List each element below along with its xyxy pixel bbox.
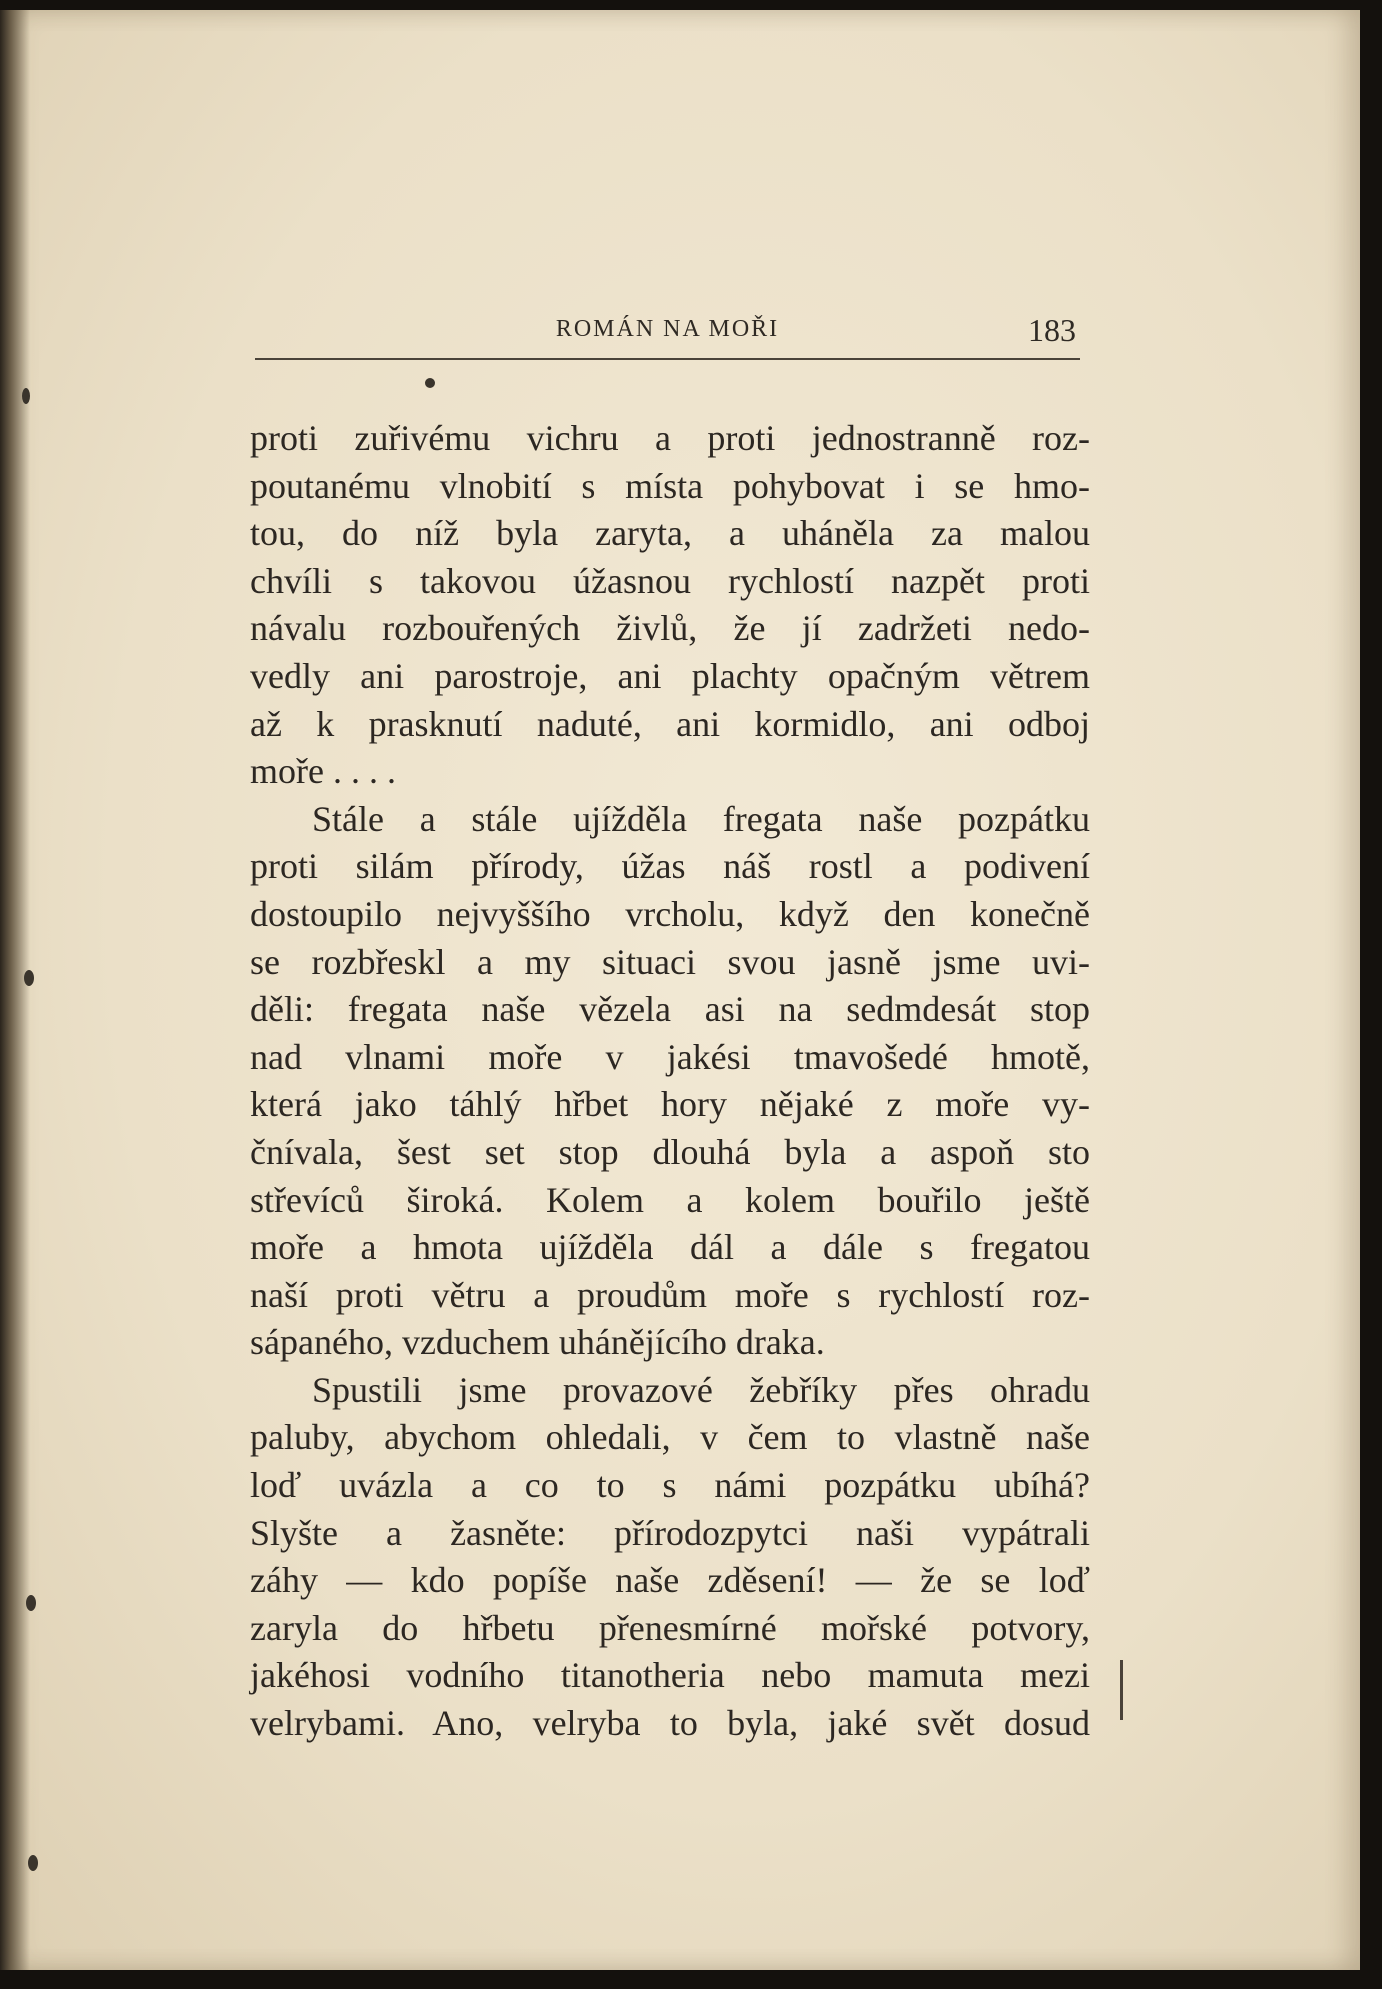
text-line: chvíli s takovou úžasnou rychlostí nazpět proti (250, 560, 1090, 601)
text-line: naší proti větru a proudům moře s rychlostí roz- (250, 1274, 1090, 1315)
text-line: sápaného, vzduchem uhánějícího draka. (250, 1322, 825, 1363)
text-line: velrybami. Ano, velryba to byla, jaké svět dosud (250, 1703, 1090, 1744)
ink-speck (28, 1855, 38, 1871)
text-line: návalu rozbouřených živlů, že jí zadržeti nedo- (250, 608, 1090, 649)
body-text (250, 415, 1090, 1748)
text-line: moře a hmota ujížděla dál a dále s fregatou (250, 1227, 1090, 1268)
page-number: 183 (1028, 312, 1076, 348)
running-header (255, 310, 1080, 360)
text-line: jakéhosi vodního titanotheria nebo mamuta mezi (250, 1655, 1090, 1696)
text-line: loď uvázla a co to s námi pozpátku ubíhá? (250, 1465, 1090, 1506)
margin-mark (1120, 1660, 1123, 1720)
text-line: proti zuřivému vichru a proti jednostranně roz- (250, 418, 1090, 458)
ink-speck (26, 1595, 36, 1611)
page-binding-shadow (0, 10, 30, 1970)
text-line: Stále a stále ujížděla fregata naše pozpátku (312, 798, 1090, 839)
text-line: Slyšte a žasněte: přírodozpytci naši vypátrali (250, 1512, 1090, 1553)
text-line: poutanému vlnobití s místa pohybovat i se hmo- (250, 465, 1090, 506)
text-line: proti silám přírody, úžas náš rostl a podivení (250, 846, 1090, 887)
ink-speck (425, 378, 435, 388)
running-title: ROMÁN NA MOŘI (555, 316, 780, 342)
book-page (0, 10, 1360, 1970)
text-line: Spustili jsme provazové žebříky přes ohradu (312, 1369, 1090, 1410)
text-line: zaryla do hřbetu přenesmírné mořské potvory, (250, 1607, 1090, 1648)
ink-speck (24, 970, 34, 986)
text-line: nad vlnami moře v jakési tmavošedé hmotě, (250, 1036, 1090, 1077)
text-line: dostoupilo nejvyššího vrcholu, když den konečně (250, 893, 1090, 934)
text-line: která jako táhlý hřbet hory nějaké z moře vy- (250, 1084, 1090, 1125)
text-line: čnívala, šest set stop dlouhá byla a aspoň sto (250, 1131, 1090, 1172)
text-line: až k prasknutí naduté, ani kormidlo, ani odboj (250, 703, 1090, 744)
text-line: záhy — kdo popíše naše zděsení! — že se loď (250, 1560, 1090, 1601)
text-line: se rozbřeskl a my situaci svou jasně jsme uvi- (250, 941, 1090, 982)
text-line: vedly ani parostroje, ani plachty opačným větrem (250, 655, 1090, 696)
ink-speck (22, 388, 30, 404)
text-line: tou, do níž byla zaryta, a uháněla za malou (250, 513, 1090, 554)
text-line: paluby, abychom ohledali, v čem to vlastně naše (250, 1417, 1090, 1458)
text-line: moře . . . . (250, 751, 396, 792)
text-line: střevíců široká. Kolem a kolem bouřilo ještě (250, 1179, 1090, 1220)
text-line: děli: fregata naše vězela asi na sedmdesát stop (250, 989, 1090, 1030)
